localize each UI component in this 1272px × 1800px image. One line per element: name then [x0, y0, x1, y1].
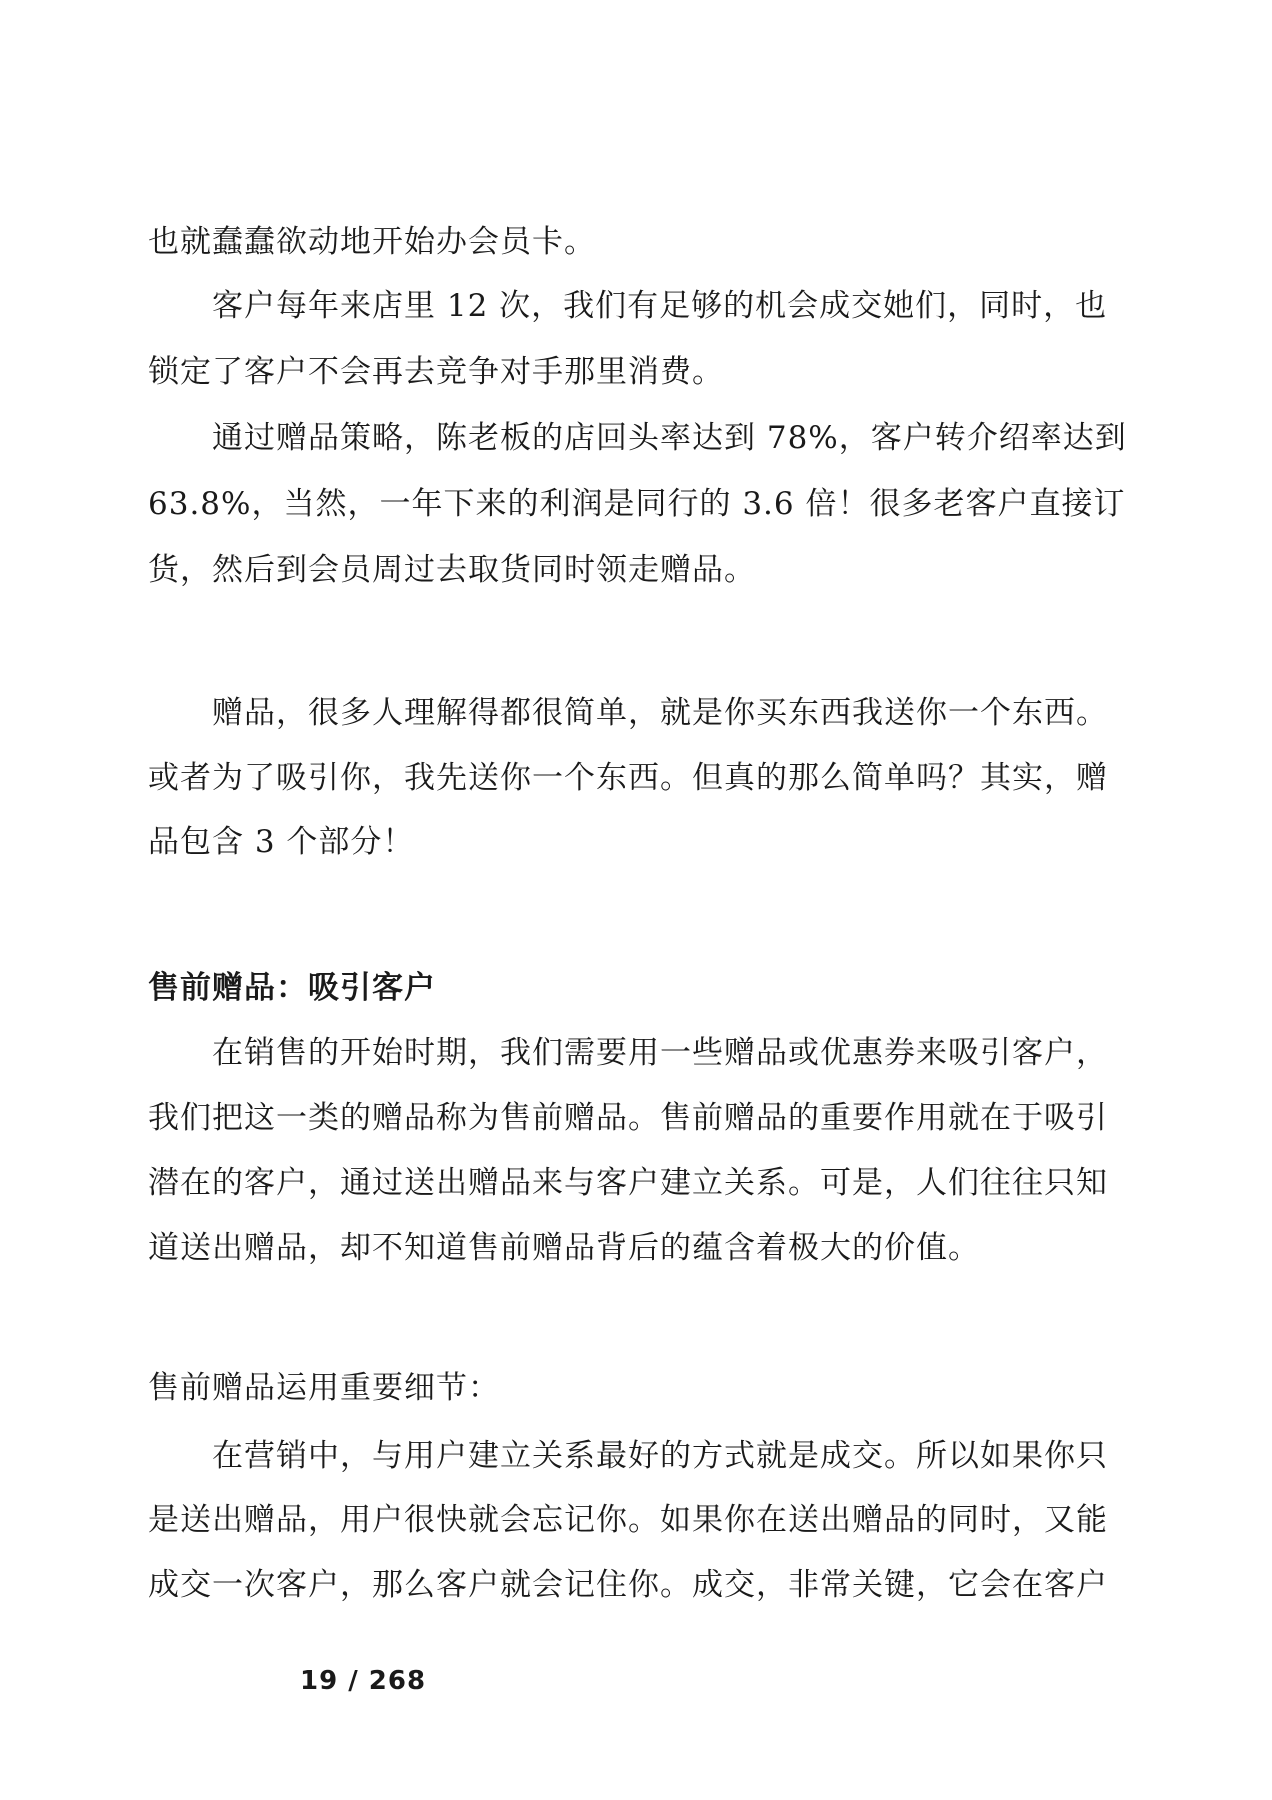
text-line: 也就蠢蠢欲动地开始办会员卡。 [148, 224, 596, 260]
text-line: 在营销中，与用户建立关系最好的方式就是成交。所以如果你只 [212, 1438, 1108, 1474]
text-line: 是送出赠品，用户很快就会忘记你。如果你在送出赠品的同时，又能 [148, 1502, 1108, 1538]
text-line: 赠品，很多人理解得都很简单，就是你买东西我送你一个东西。 [212, 695, 1108, 731]
text-line: 或者为了吸引你，我先送你一个东西。但真的那么简单吗？其实，赠 [148, 760, 1108, 796]
text-line: 货，然后到会员周过去取货同时领走赠品。 [148, 552, 756, 588]
subheading: 售前赠品运用重要细节： [148, 1370, 500, 1406]
text-line: 我们把这一类的赠品称为售前赠品。售前赠品的重要作用就在于吸引 [148, 1100, 1108, 1136]
text-line: 锁定了客户不会再去竞争对手那里消费。 [148, 354, 724, 390]
text-line: 成交一次客户，那么客户就会记住你。成交，非常关键，它会在客户 [148, 1567, 1108, 1603]
text-line: 潜在的客户，通过送出赠品来与客户建立关系。可是，人们往往只知 [148, 1165, 1108, 1201]
page-number: 19 / 268 [300, 1666, 427, 1696]
text-line: 在销售的开始时期，我们需要用一些赠品或优惠券来吸引客户， [212, 1035, 1108, 1071]
text-line: 品包含 3 个部分！ [148, 824, 415, 860]
text-line: 客户每年来店里 12 次，我们有足够的机会成交她们，同时，也 [212, 288, 1108, 324]
text-line: 63.8%，当然，一年下来的利润是同行的 3.6 倍！很多老客户直接订 [148, 486, 1126, 522]
text-line: 道送出赠品，却不知道售前赠品背后的蕴含着极大的价值。 [148, 1230, 980, 1266]
text-line: 通过赠品策略，陈老板的店回头率达到 78%，客户转介绍率达到 [212, 420, 1127, 456]
section-heading: 售前赠品：吸引客户 [148, 970, 436, 1006]
